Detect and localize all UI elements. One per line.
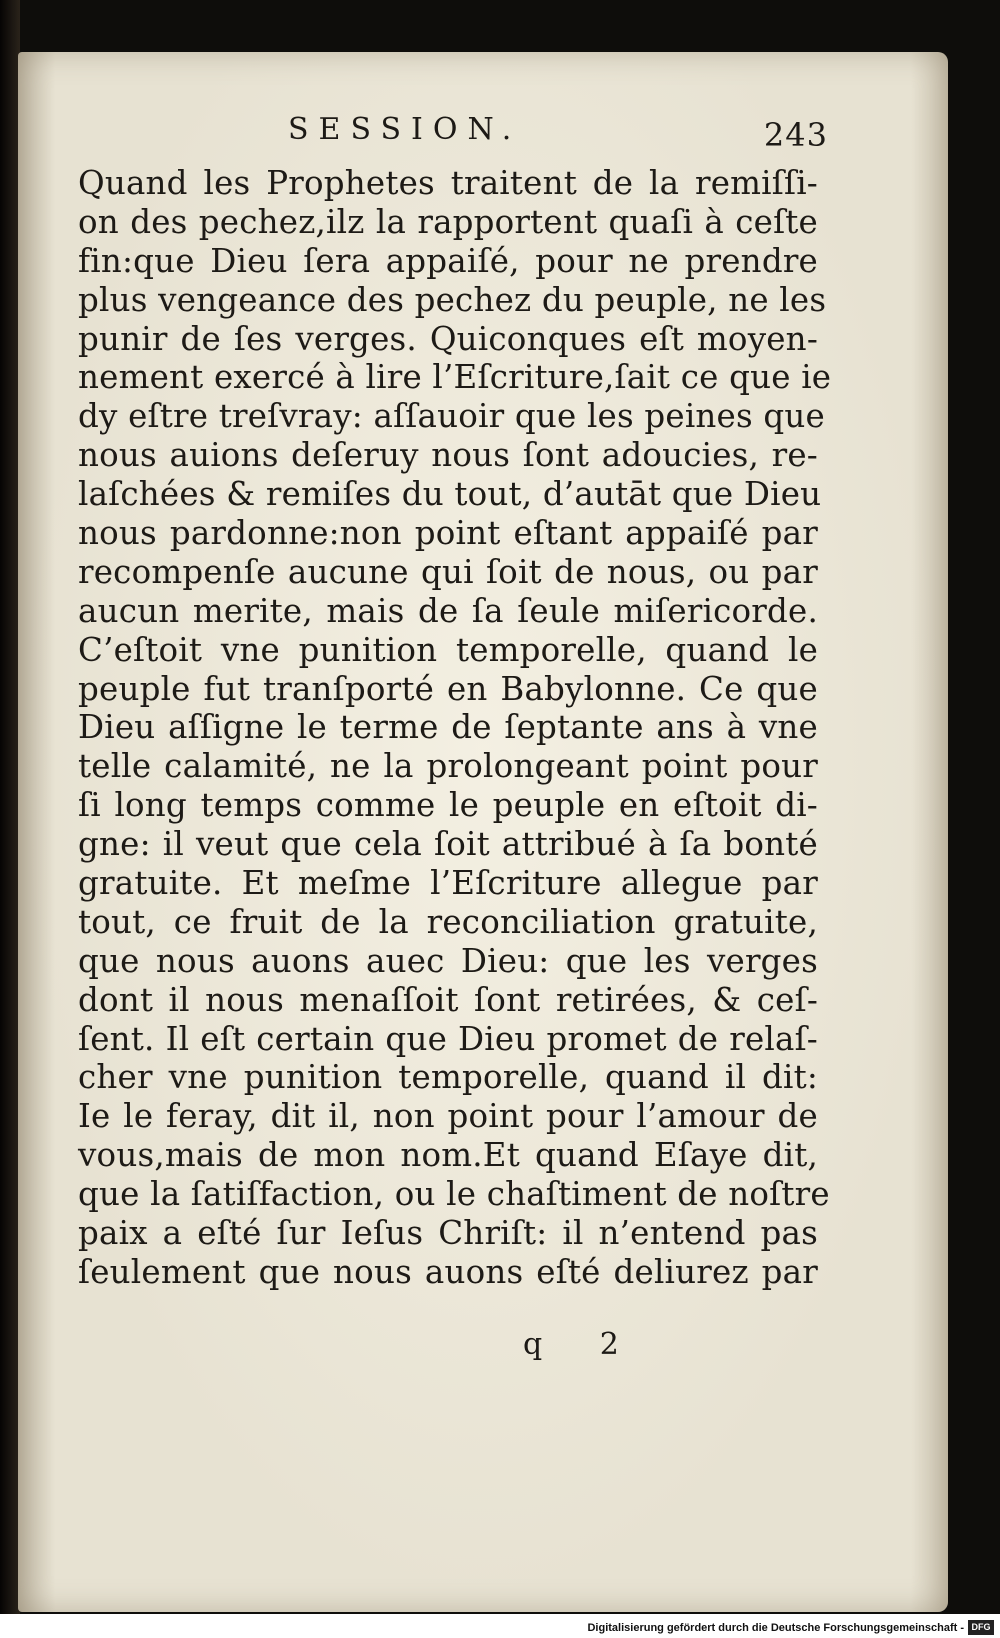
text-block	[78, 112, 832, 1362]
text-line: nement exercé à lire l’Eſcriture,ſait ce que ie	[78, 358, 832, 397]
text-line: vous,mais de mon nom.Et quand Eſaye dit,	[78, 1136, 818, 1175]
text-line: Quand les Prophetes traitent de la remiſſi-	[78, 164, 818, 202]
book-spine-edge	[0, 0, 20, 1638]
signature-mark: q 2	[523, 1327, 643, 1362]
page-header	[78, 112, 828, 164]
running-head: SESSION.	[288, 112, 522, 147]
text-line: Dieu aſſigne le terme de ſeptante ans à vne	[78, 708, 818, 747]
text-line: punir de ſes verges. Quiconques eſt moyen-	[78, 319, 818, 358]
text-line: C’eſtoit vne punition temporelle, quand le	[78, 630, 818, 669]
text-line: cher vne punition temporelle, quand il dit:	[78, 1058, 818, 1097]
digitization-credit: Digitalisierung gefördert durch die Deutsche Forschungsgemeinschaft -	[587, 1622, 964, 1634]
text-line: tout, ce fruit de la reconciliation gratuite,	[78, 902, 818, 941]
text-line: aucun merite, mais de ſa ſeule miſericorde.	[78, 591, 818, 630]
text-line: Ie le feray, dit il, non point pour l’amour de	[78, 1097, 818, 1136]
dfg-logo: DFG	[968, 1620, 994, 1635]
text-line: que la ſatiſfaction, ou le chaſtiment de noſtre	[78, 1175, 830, 1214]
text-line: ſi long temps comme le peuple en eſtoit di-	[78, 786, 818, 825]
text-line: plus vengeance des pechez du peuple, ne les	[78, 280, 827, 319]
digitization-footer	[0, 1614, 1000, 1638]
text-line: que nous auons auec Dieu: que les verges	[78, 941, 818, 980]
text-line: gne: il veut que cela ſoit attribué à ſa bonté	[78, 825, 818, 864]
text-line: gratuite. Et meſme l’Eſcriture allegue par	[78, 864, 818, 903]
text-line: dy eſtre treſvray: aſſauoir que les peines que	[78, 397, 825, 436]
page-number: 243	[763, 116, 828, 154]
body-text	[78, 164, 832, 1292]
text-line: nous auions deſeruy nous ſont adoucies, re-	[78, 436, 818, 475]
book-page	[18, 52, 948, 1612]
text-line: ſeulement que nous auons eſté deliurez par	[78, 1252, 818, 1291]
text-line: paix a eſté ſur Ieſus Chriſt: il n’entend pas	[78, 1214, 818, 1253]
text-line: telle calamité, ne la prolongeant point pour	[78, 747, 818, 786]
text-line: recompenſe aucune qui ſoit de nous, ou par	[78, 552, 818, 591]
text-line: fin:que Dieu ſera appaiſé, pour ne prendre	[78, 241, 818, 280]
text-line: peuple fut tranſporté en Babylonne. Ce que	[78, 669, 818, 708]
text-line: on des pechez,ilz la rapportent quaſi à ceſte	[78, 202, 818, 241]
text-line: nous pardonne:non point eſtant appaiſé par	[78, 514, 818, 553]
text-line: dont il nous menaſſoit ſont retirées, & ceſ-	[78, 980, 818, 1019]
text-line: laſchées & remiſes du tout, d’autāt que Dieu	[78, 475, 822, 514]
text-line: ſent. Il eſt certain que Dieu promet de relaſ-	[78, 1019, 818, 1058]
